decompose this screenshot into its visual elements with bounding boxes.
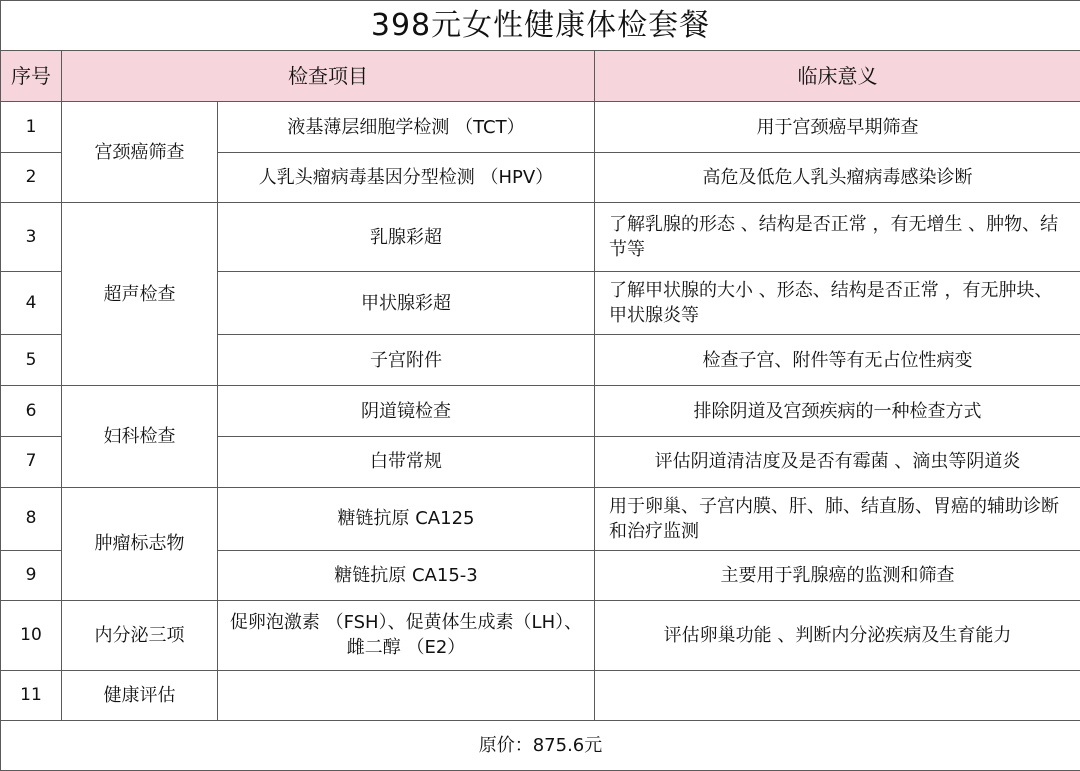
meaning-cell: 评估卵巢功能 、判断内分泌疾病及生育能力 — [595, 600, 1080, 670]
group-cell: 肿瘤标志物 — [62, 487, 218, 600]
item-cell: 乳腺彩超 — [218, 203, 595, 272]
group-cell: 内分泌三项 — [62, 600, 218, 670]
table-row — [1, 600, 1080, 670]
item-cell: 人乳头瘤病毒基因分型检测 （HPV） — [218, 153, 595, 203]
meaning-cell: 主要用于乳腺癌的监测和筛查 — [595, 550, 1080, 600]
meaning-cell: 了解甲状腺的大小 、形态、结构是否正常 ，有无肿块、甲状腺炎等 — [595, 272, 1080, 335]
table-row — [1, 203, 1080, 272]
meaning-cell: 用于宫颈癌早期筛查 — [595, 102, 1080, 153]
table-row — [1, 386, 1080, 436]
row-index: 7 — [1, 436, 62, 487]
group-cell: 宫颈癌筛查 — [62, 102, 218, 203]
item-cell: 阴道镜检查 — [218, 386, 595, 436]
item-cell: 糖链抗原 CA15-3 — [218, 550, 595, 600]
row-index: 8 — [1, 487, 62, 550]
original-price: 原价：875.6元 — [1, 720, 1080, 770]
row-index: 9 — [1, 550, 62, 600]
meaning-cell: 评估阴道清洁度及是否有霉菌 、滴虫等阴道炎 — [595, 436, 1080, 487]
row-index: 5 — [1, 335, 62, 386]
page-title: 398元女性健康体检套餐 — [1, 1, 1080, 51]
row-index: 3 — [1, 203, 62, 272]
table-row — [1, 670, 1080, 720]
item-cell: 白带常规 — [218, 436, 595, 487]
row-index: 11 — [1, 670, 62, 720]
row-index: 10 — [1, 600, 62, 670]
meaning-cell: 了解乳腺的形态 、结构是否正常 ，有无增生 、肿物、结节等 — [595, 203, 1080, 272]
item-cell: 糖链抗原 CA125 — [218, 487, 595, 550]
meaning-cell: 排除阴道及宫颈疾病的一种检查方式 — [595, 386, 1080, 436]
header-row — [1, 51, 1080, 102]
group-cell: 妇科检查 — [62, 386, 218, 487]
row-index: 6 — [1, 386, 62, 436]
item-cell: 促卵泡激素 （FSH）、促黄体生成素（LH）、雌二醇 （E2） — [218, 600, 595, 670]
group-cell: 超声检查 — [62, 203, 218, 386]
row-index: 4 — [1, 272, 62, 335]
item-cell: 液基薄层细胞学检测 （TCT） — [218, 102, 595, 153]
item-cell: 子宫附件 — [218, 335, 595, 386]
header-meaning: 临床意义 — [595, 51, 1080, 102]
row-index: 1 — [1, 102, 62, 153]
row-index: 2 — [1, 153, 62, 203]
meaning-cell — [595, 670, 1080, 720]
meaning-cell: 高危及低危人乳头瘤病毒感染诊断 — [595, 153, 1080, 203]
header-index: 序号 — [1, 51, 62, 102]
item-cell: 甲状腺彩超 — [218, 272, 595, 335]
table-row — [1, 102, 1080, 153]
group-cell: 健康评估 — [62, 670, 218, 720]
table-row — [1, 487, 1080, 550]
header-item: 检查项目 — [62, 51, 595, 102]
title-row — [1, 1, 1080, 51]
footer-row — [1, 720, 1080, 770]
meaning-cell: 检查子宫、附件等有无占位性病变 — [595, 335, 1080, 386]
item-cell — [218, 670, 595, 720]
meaning-cell: 用于卵巢、子宫内膜、肝、肺、结直肠、胃癌的辅助诊断和治疗监测 — [595, 487, 1080, 550]
